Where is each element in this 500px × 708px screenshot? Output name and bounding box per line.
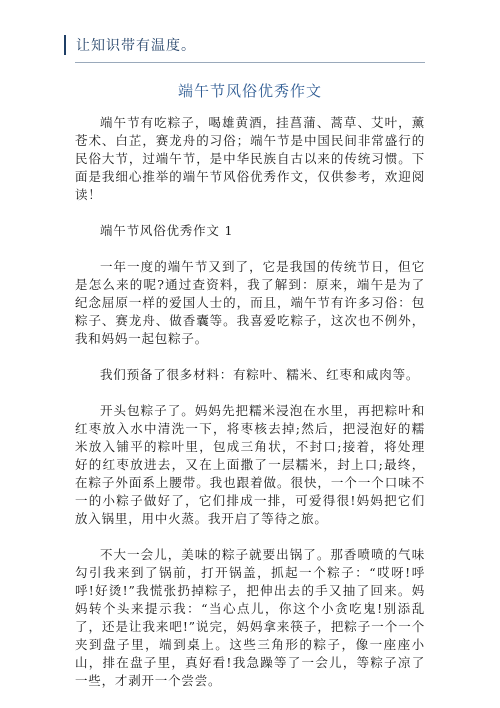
header-slogan: 让知识带有温度。	[76, 38, 196, 54]
body-paragraph: 开头包粽子了。妈妈先把糯米浸泡在水里，再把粽叶和红枣放入水中清洗一下，将枣核去掉;然后，把浸泡好的糯米放入铺平的粽叶里，包成三角状，不封口;接着，将处理好的红枣放进去，又在上面撒了一层糯米，封上口;最终，在粽子外面系上腰带。我也跟着做。很快，一个一个口味不一的小粽子做好了，它们排成一排，可爱得很!妈妈把它们放入锅里，用中火蒸。我开启了等待之旅。	[75, 403, 425, 526]
body-paragraph: 不大一会儿，美味的粽子就要出锅了。那香喷喷的气味勾引我来到了锅前，打开锅盖，抓起一个粽子：“哎呀!呼呼!好烫!”我慌张扔掉粽子，把伸出去的手又抽了回来。妈妈转个头来提示我：“当心点儿，你这个小贪吃鬼!别添乱了，还是让我来吧!”说完，妈妈拿来筷子，把粽子一个一个夹到盘子里，端到桌上。这些三角形的粽子，像一座座小山，排在盘子里，真好看!我急躁等了一会儿，等粽子凉了一些，才剥开一个尝尝。	[75, 547, 425, 688]
body-paragraph: 我们预备了很多材料：有粽叶、糯米、红枣和咸肉等。	[100, 367, 420, 382]
intro-paragraph: 端午节有吃粽子，喝雄黄酒，挂菖蒲、蒿草、艾叶，薰苍术、白芷，赛龙舟的习俗；端午节是中国民间非常盛行的民俗大节，过端午节，是中华民族自古以来的传统习惯。下面是我细心推举的端午节风俗优秀作文，仅供参考，欢迎阅读！	[75, 115, 425, 202]
document-title: 端午节风俗优秀作文	[177, 82, 322, 100]
page-header	[64, 34, 196, 56]
body-paragraph: 一年一度的端午节又到了，它是我国的传统节日，但它是怎么来的呢?通过查资料，我了解到：原来，端午是为了纪念屈原一样的爱国人士的，而且，端午节有许多习俗：包粽子、赛龙舟、做香囊等。我喜爱吃粽子，这次也不例外，我和妈妈一起包粽子。	[75, 259, 425, 346]
section-heading: 端午节风俗优秀作文 1	[100, 223, 234, 238]
header-divider	[75, 62, 425, 63]
header-accent-bar	[64, 35, 66, 55]
document-body	[75, 114, 425, 708]
